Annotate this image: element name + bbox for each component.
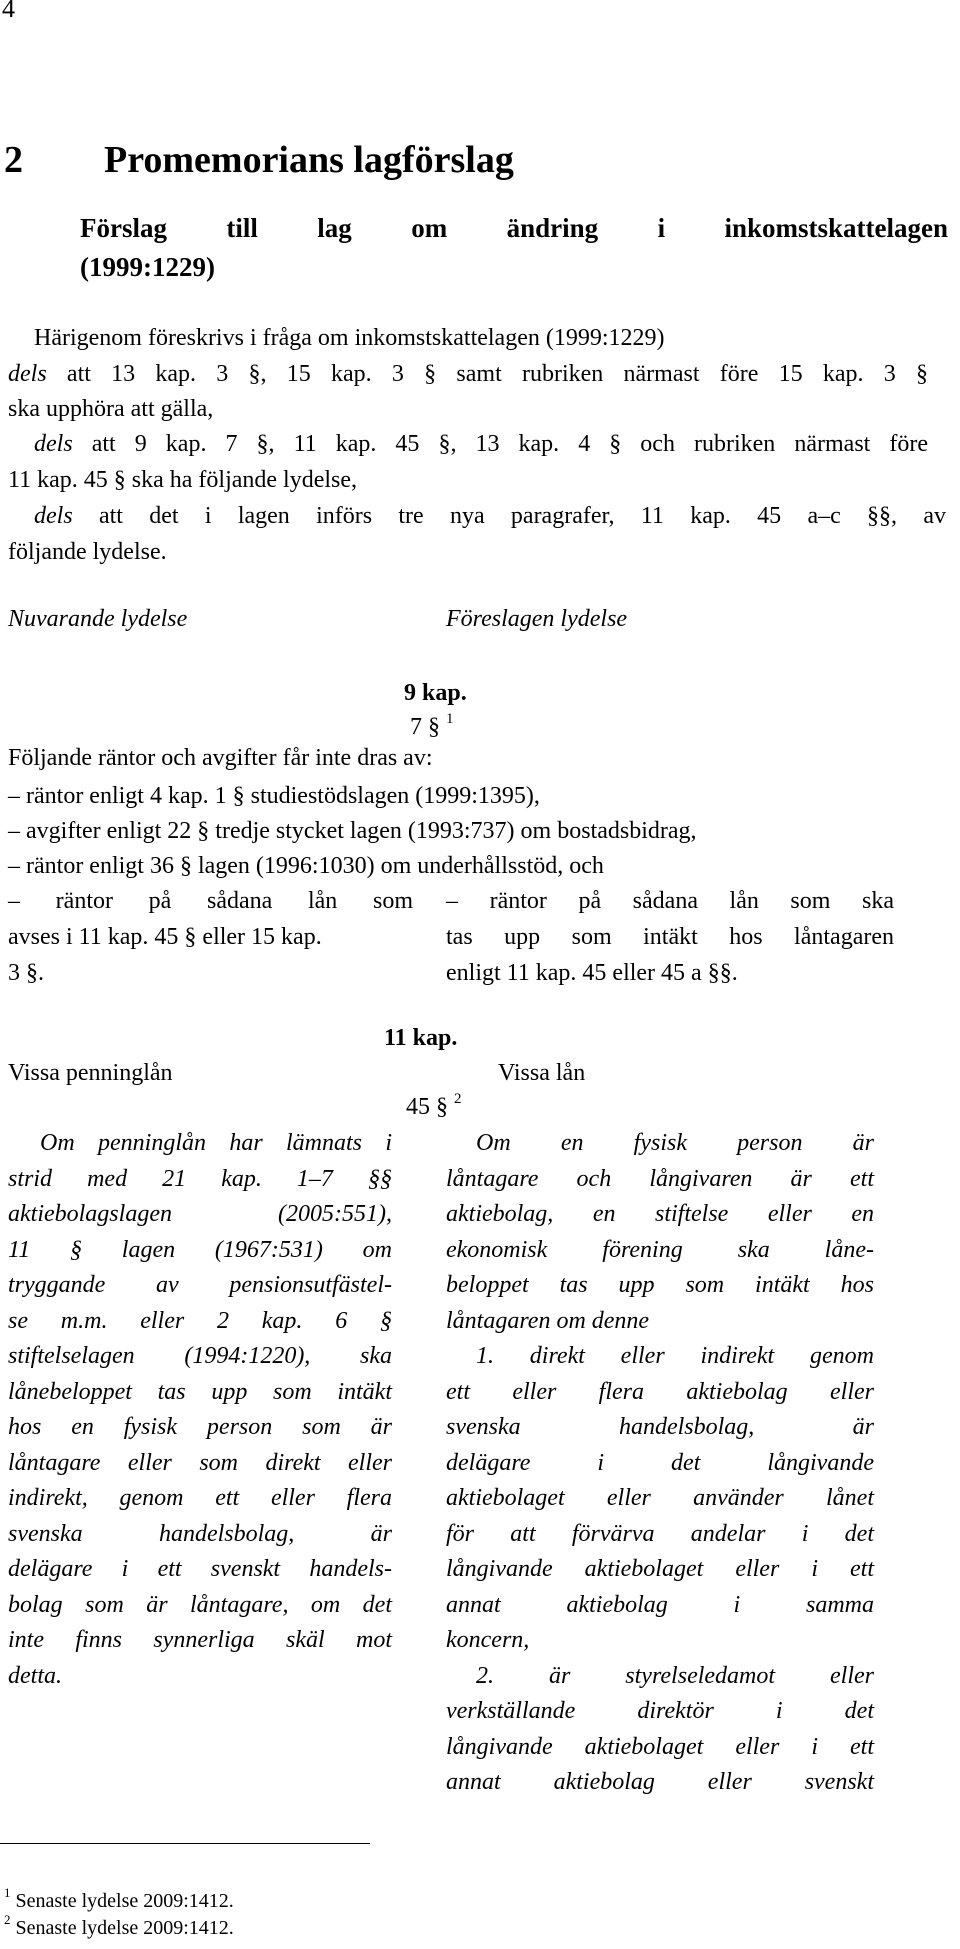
text-line: lånebeloppet tas upp som intäkt [8, 1379, 392, 1405]
text-line: ekonomisk förening ska låne- [446, 1237, 874, 1263]
text-line: indirekt, genom ett eller flera [8, 1485, 392, 1511]
chapter-title: Promemorians lagförslag [104, 139, 514, 181]
section11-heading-proposed: Vissa lån [498, 1060, 586, 1086]
text-line: inte finns synnerliga skäl mot [8, 1627, 392, 1653]
footnote-ref: 2 [454, 1091, 462, 1107]
text-line: låntagaren om denne [446, 1308, 650, 1334]
text-line: aktiebolaget eller använder lånet [446, 1485, 874, 1511]
text-line: ett eller flera aktiebolag eller [446, 1379, 874, 1405]
footnote: $^2$ Senaste lydelse 2009:1412. [4, 1912, 234, 1939]
intro-line: dels att det i lagen införs tre nya paragrafer, 11 kap. 45 a–c §§, av [34, 503, 946, 529]
intro-line: dels att 13 kap. 3 §, 15 kap. 3 § samt rubriken närmast före 15 kap. 3 § [8, 361, 929, 387]
text-line: långivande aktiebolaget eller i ett [446, 1556, 874, 1582]
chapter-heading [4, 138, 514, 182]
text-line: Om penninglån har lämnats i [40, 1130, 392, 1156]
text-line: annat aktiebolag eller svenskt [446, 1769, 874, 1795]
chapter-number: 2 [4, 139, 23, 181]
text-line: tas upp som intäkt hos låntagaren [446, 924, 894, 950]
column-heading-current: Nuvarande lydelse [8, 606, 188, 632]
text-line: 3 §. [8, 960, 44, 986]
section9-item: – avgifter enligt 22 § tredje stycket lagen (1993:737) om bostadsbidrag, [8, 818, 697, 844]
text-line: för att förvärva andelar i det [446, 1521, 874, 1547]
proposal-title-line2: (1999:1229) [80, 252, 215, 282]
footnote-separator [0, 1843, 370, 1844]
text-line: stiftelselagen (1994:1220), ska [8, 1343, 392, 1369]
section9-item: – räntor enligt 36 § lagen (1996:1030) om underhållsstöd, och [8, 853, 604, 879]
text-line: delägare i ett svenskt handels- [8, 1556, 392, 1582]
intro-line: 11 kap. 45 § ska ha följande lydelse, [8, 467, 358, 493]
text-line: låntagare eller som direkt eller [8, 1450, 392, 1476]
text-line: – räntor på sådana lån som ska [446, 888, 894, 914]
text-line: hos en fysisk person som är [8, 1414, 392, 1440]
text-line: – räntor på sådana lån som [8, 888, 413, 914]
footnote-ref: 1 [446, 711, 454, 727]
footnote: $^1$ Senaste lydelse 2009:1412. [4, 1885, 234, 1912]
text-line: se m.m. eller 2 kap. 6 § [8, 1308, 392, 1334]
text-line: låntagare och långivaren är ett [446, 1166, 874, 1192]
text-line: verkställande direktör i det [446, 1698, 874, 1724]
intro-line: ska upphöra att gälla, [8, 396, 214, 422]
section9-lead: Följande räntor och avgifter får inte dras av: [8, 745, 433, 771]
text-line: detta. [8, 1663, 62, 1689]
text-line: enligt 11 kap. 45 eller 45 a §§. [446, 960, 738, 986]
text-line: koncern, [446, 1627, 530, 1653]
text-line: aktiebolagslagen (2005:551), [8, 1201, 392, 1227]
text-line: svenska handelsbolag, är [446, 1414, 874, 1440]
text-line: långivande aktiebolaget eller i ett [446, 1734, 874, 1760]
text-line: aktiebolag, en stiftelse eller en [446, 1201, 874, 1227]
section11-chapter: 11 kap. [384, 1025, 458, 1051]
section9-item: – räntor enligt 4 kap. 1 § studiestödslagen (1999:1395), [8, 783, 540, 809]
intro-line: dels att 9 kap. 7 §, 11 kap. 45 §, 13 kap. 4 § och rubriken närmast före [34, 431, 929, 457]
text-line: tryggande av pensionsutfästel- [8, 1272, 392, 1298]
section9-paragraph: 7 § $^1$ [410, 711, 454, 740]
text-line: 2. är styrelseledamot eller [476, 1663, 874, 1689]
text-line: 11 § lagen (1967:531) om [8, 1237, 392, 1263]
text-line: strid med 21 kap. 1–7 §§ [8, 1166, 392, 1192]
text-line: beloppet tas upp som intäkt hos [446, 1272, 874, 1298]
text-line: avses i 11 kap. 45 § eller 15 kap. [8, 924, 322, 950]
intro-line: följande lydelse. [8, 539, 167, 565]
column-heading-proposed: Föreslagen lydelse [446, 606, 628, 632]
intro-line: Härigenom föreskrivs i fråga om inkomstskattelagen (1999:1229) [34, 325, 665, 351]
text-line: annat aktiebolag i samma [446, 1592, 874, 1618]
section11-paragraph: 45 § $^2$ [406, 1091, 462, 1120]
section11-heading-current: Vissa penninglån [8, 1060, 173, 1086]
proposal-title-line1: Förslag till lag om ändring i inkomstskattelagen [80, 213, 948, 243]
section9-chapter: 9 kap. [404, 680, 467, 706]
text-line: delägare i det långivande [446, 1450, 874, 1476]
text-line: 1. direkt eller indirekt genom [476, 1343, 874, 1369]
page-number: 4 [2, 0, 15, 23]
text-line: Om en fysisk person är [476, 1130, 874, 1156]
text-line: svenska handelsbolag, är [8, 1521, 392, 1547]
text-line: bolag som är låntagare, om det [8, 1592, 392, 1618]
